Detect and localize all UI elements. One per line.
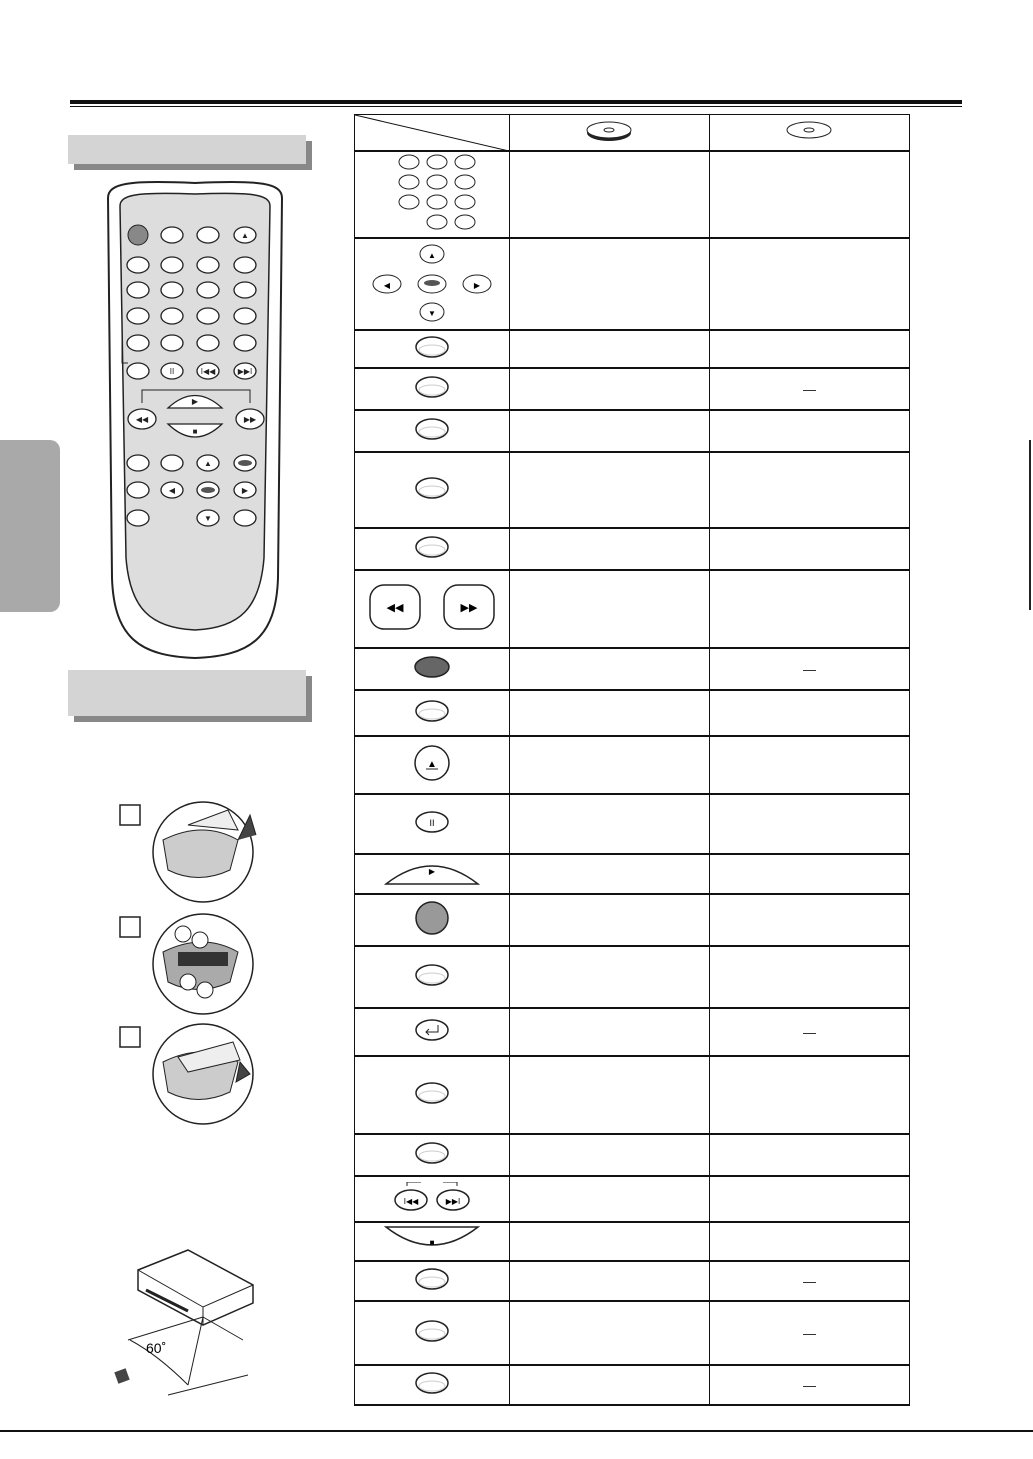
table-row: [355, 894, 910, 946]
dvd-cell: [509, 736, 709, 794]
table-row: [355, 151, 910, 238]
cd-cell: —: [709, 1261, 909, 1301]
svg-text:◀: ◀: [383, 280, 390, 290]
table-row: [355, 410, 910, 452]
oval-button-icon: [412, 374, 452, 400]
cd-cell: [709, 452, 909, 528]
button-cell: [355, 1261, 510, 1301]
side-tab: [0, 440, 60, 612]
svg-text:II: II: [429, 817, 435, 828]
table-row: [355, 854, 910, 894]
svg-text:I◀◀: I◀◀: [200, 367, 216, 376]
button-cell: [355, 946, 510, 1008]
range-angle-label: 60˚: [146, 1340, 167, 1356]
cd-cell: [709, 238, 909, 330]
table-row: [355, 330, 910, 368]
arrow-enter-keys-button-icon: [367, 240, 497, 324]
oval-button-icon: [412, 1370, 452, 1396]
cd-cell: [709, 736, 909, 794]
oval-button-icon: [412, 698, 452, 724]
svg-text:▶: ▶: [428, 866, 435, 876]
cd-cell: [709, 528, 909, 570]
cd-cell: [709, 690, 909, 736]
svg-text:◀: ◀: [168, 486, 176, 495]
svg-text:▶: ▶: [473, 280, 480, 290]
svg-text:▲: ▲: [241, 231, 249, 240]
svg-text:II: II: [169, 367, 175, 376]
table-row: [355, 794, 910, 854]
dvd-cell: [509, 794, 709, 854]
number-keys-button-icon: [387, 152, 477, 232]
button-cell: [355, 410, 510, 452]
dvd-cell: [509, 1056, 709, 1134]
button-cell: [355, 238, 510, 330]
dvd-cell: [509, 1261, 709, 1301]
dvd-cell: [509, 690, 709, 736]
cd-cell: [709, 151, 909, 238]
cd-cell: [709, 794, 909, 854]
dvd-cell: [509, 1176, 709, 1222]
dvd-cell: [509, 151, 709, 238]
table-row: [355, 946, 910, 1008]
page-edge-mark: [1029, 440, 1031, 610]
table-row: [355, 1261, 910, 1301]
svg-text:▶▶: ▶▶: [243, 415, 257, 424]
pause-button-icon: [412, 809, 452, 835]
svg-text:■: ■: [429, 1238, 435, 1247]
button-cell: [355, 690, 510, 736]
cd-cell: —: [709, 648, 909, 690]
button-cell: [355, 1301, 510, 1365]
button-cell: [355, 528, 510, 570]
button-cell: [355, 894, 510, 946]
button-cell: [355, 1176, 510, 1222]
button-cell: [355, 452, 510, 528]
oval-button-icon: [412, 534, 452, 560]
dvd-cell: [509, 528, 709, 570]
button-cell: [355, 1056, 510, 1134]
table-corner-header: [355, 115, 510, 152]
cd-cell: —: [709, 1008, 909, 1056]
dvd-cell: [509, 946, 709, 1008]
oval-button-icon: [412, 1318, 452, 1344]
button-cell: [355, 794, 510, 854]
power-circle-button-icon: [412, 898, 452, 938]
header-rule-thin: [70, 106, 962, 107]
dvd-cell: [509, 1134, 709, 1176]
skip-pair-button-icon: [387, 1182, 477, 1212]
dvd-cell: [509, 1222, 709, 1261]
table-row: [355, 736, 910, 794]
dvd-cell: [509, 1365, 709, 1405]
cd-cell: [709, 1134, 909, 1176]
cd-cell: [709, 410, 909, 452]
button-cell: [355, 1365, 510, 1405]
dvd-cell: [509, 330, 709, 368]
cd-cell: [709, 946, 909, 1008]
cd-cell: —: [709, 1301, 909, 1365]
button-cell: [355, 736, 510, 794]
svg-text:▶▶: ▶▶: [460, 601, 478, 614]
battery-step-2-illustration: [118, 912, 258, 1017]
cd-disc-icon: [779, 115, 839, 145]
cd-column-header: [709, 115, 909, 152]
button-cell: [355, 1008, 510, 1056]
stop-arch-button-icon: [382, 1223, 482, 1255]
cd-cell: [709, 1222, 909, 1261]
table-row: [355, 1008, 910, 1056]
play-arch-button-icon: [382, 856, 482, 888]
dvd-cell: [509, 854, 709, 894]
dvd-cell: [509, 648, 709, 690]
table-row: [355, 368, 910, 410]
remote-range-diagram: [108, 1245, 258, 1405]
cd-cell: [709, 570, 909, 648]
button-cell: [355, 368, 510, 410]
button-cell: [355, 151, 510, 238]
header-rule: [70, 100, 962, 104]
battery-step-3-illustration: [118, 1022, 258, 1127]
table-row: [355, 690, 910, 736]
dvd-cell: [509, 452, 709, 528]
dvd-disc-icon: [579, 115, 639, 145]
cd-cell: —: [709, 1365, 909, 1405]
button-cell: [355, 1222, 510, 1261]
svg-text:I◀◀: I◀◀: [403, 1196, 419, 1206]
oval-button-icon: [412, 475, 452, 501]
table-row: [355, 1176, 910, 1222]
dvd-column-header: [509, 115, 709, 152]
svg-text:▲: ▲: [427, 250, 436, 260]
button-operations-table: [354, 114, 910, 1406]
oval-button-icon: [412, 334, 452, 360]
button-cell: [355, 1134, 510, 1176]
table-row: [355, 1222, 910, 1261]
oval-button-icon: [412, 1080, 452, 1106]
eject-circle-button-icon: [412, 743, 452, 783]
cd-cell: [709, 330, 909, 368]
svg-text:▼: ▼: [204, 514, 212, 523]
cd-cell: [709, 1056, 909, 1134]
remote-section-header: [68, 135, 306, 164]
battery-step-1-illustration: [118, 800, 258, 905]
dvd-cell: [509, 1008, 709, 1056]
return-button-icon: [412, 1017, 452, 1043]
search-pair-button-icon: [362, 577, 502, 637]
button-cell: [355, 570, 510, 648]
footer-rule: [0, 1430, 1033, 1432]
oval-button-icon: [412, 416, 452, 442]
battery-section-header: [68, 670, 306, 716]
cd-cell: —: [709, 368, 909, 410]
svg-text:▶: ▶: [241, 486, 249, 495]
dvd-cell: [509, 570, 709, 648]
dvd-cell: [509, 1301, 709, 1365]
dvd-cell: [509, 368, 709, 410]
table-row: [355, 238, 910, 330]
dvd-cell: [509, 894, 709, 946]
cd-cell: [709, 1176, 909, 1222]
button-cell: [355, 330, 510, 368]
button-cell: [355, 648, 510, 690]
svg-text:▶▶I: ▶▶I: [445, 1196, 461, 1206]
oval-dark-button-icon: [412, 654, 452, 680]
svg-text:■: ■: [192, 427, 198, 436]
table-row: [355, 1301, 910, 1365]
svg-text:▶: ▶: [191, 397, 199, 406]
cd-cell: [709, 854, 909, 894]
dvd-cell: [509, 410, 709, 452]
cd-cell: [709, 894, 909, 946]
svg-text:◀◀: ◀◀: [386, 601, 404, 614]
table-row: [355, 528, 910, 570]
svg-text:▶▶I: ▶▶I: [237, 367, 253, 376]
oval-button-icon: [412, 962, 452, 988]
svg-text:▲: ▲: [204, 459, 212, 468]
svg-text:▼: ▼: [427, 308, 436, 318]
button-cell: [355, 854, 510, 894]
oval-button-icon: [412, 1140, 452, 1166]
svg-text:◀◀: ◀◀: [135, 415, 149, 424]
table-row: [355, 452, 910, 528]
svg-text:▲: ▲: [426, 758, 437, 770]
table-row: [355, 648, 910, 690]
oval-button-icon: [412, 1266, 452, 1292]
table-row: [355, 1056, 910, 1134]
table-row: [355, 1134, 910, 1176]
dvd-cell: [509, 238, 709, 330]
table-row: [355, 1365, 910, 1405]
table-row: [355, 570, 910, 648]
remote-control-illustration: [100, 178, 290, 663]
